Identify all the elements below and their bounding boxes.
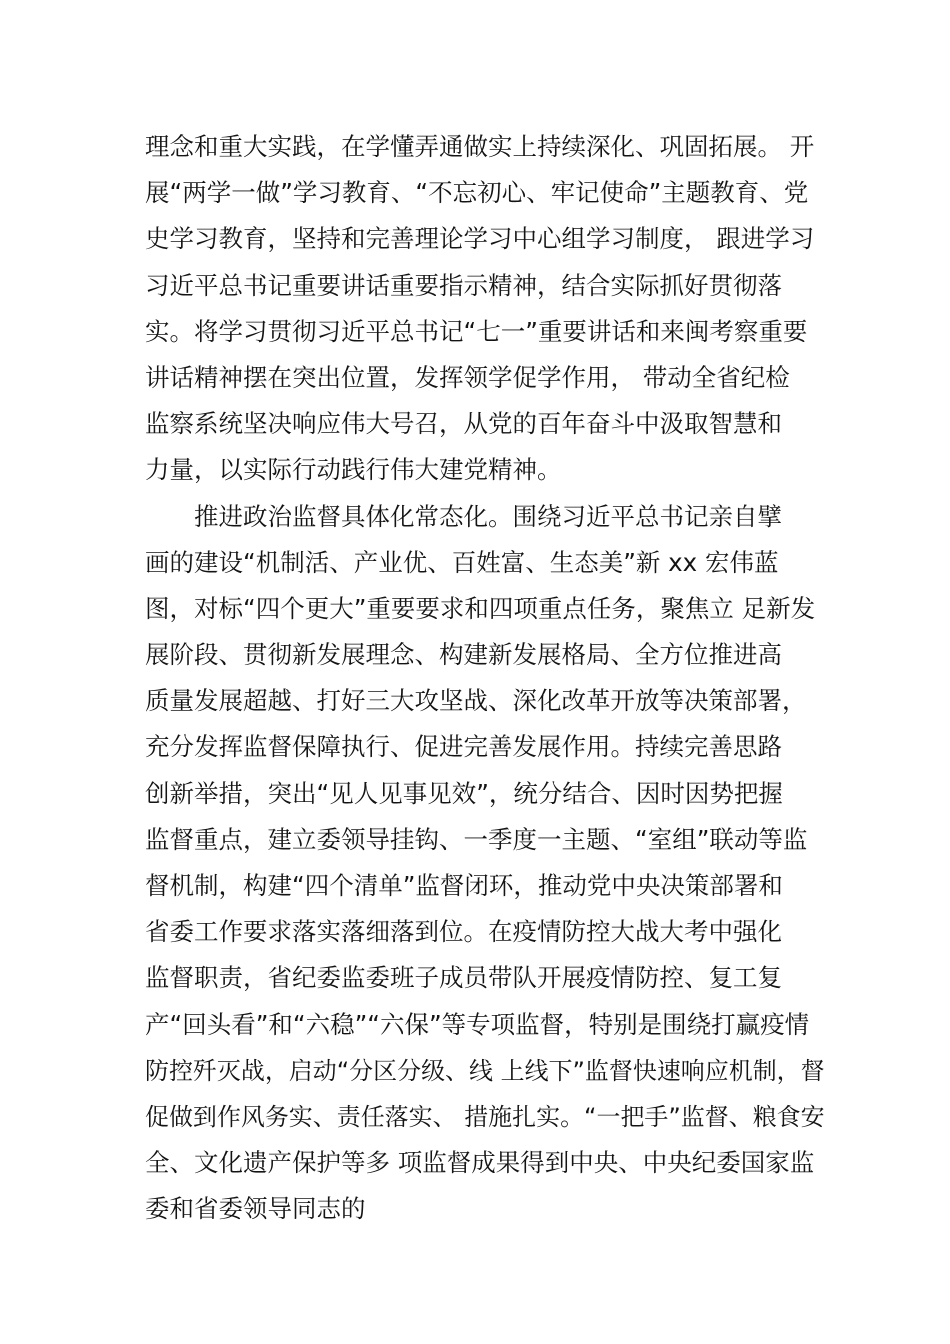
text-line: 充分发挥监督保障执行、促进完善发展作用。持续完善思路 [145, 732, 782, 762]
text-line: 力量，以实际行动践行伟大建党精神。 [145, 455, 562, 485]
text-line: 理念和重大实践，在学懂弄通做实上持续深化、巩固拓展。 开 [145, 132, 815, 161]
text-line: 讲话精神摆在突出位置，发挥领学促学作用， 带动全省纪检 [145, 362, 790, 392]
text-line: 展阶段、贯彻新发展理念、构建新发展格局、全方位推进高 [145, 640, 782, 670]
text-line: 史学习教育，坚持和完善理论学习中心组学习制度， 跟进学习 [145, 224, 815, 254]
text-line: 促做到作风务实、责任落实、 措施扎实。“一把手”监督、粮食安 [145, 1102, 825, 1131]
text-line: 省委工作要求落实落细落到位。在疫情防控大战大考中强化 [145, 917, 782, 947]
text-line: 监督重点，建立委领导挂钩、一季度一主题、“室组”联动等监 [145, 824, 808, 854]
paragraph-start-line: 推进政治监督具体化常态化。围绕习近平总书记亲自擘 [194, 501, 782, 531]
text-line: 展“两学一做”学习教育、“不忘初心、牢记使命”主题教育、党 [145, 178, 809, 208]
text-line: 督机制，构建“四个清单”监督闭环，推动党中央决策部署和 [145, 871, 783, 900]
text-line: 产“回头看”和“六稳”“六保”等专项监督，特别是围绕打赢疫情 [145, 1009, 810, 1039]
text-line: 监督职责，省纪委监委班子成员带队开展疫情防控、复工复 [145, 963, 782, 993]
text-line: 委和省委领导同志的 [145, 1194, 366, 1224]
text-line: 防控歼灭战，启动“分区分级、线 上线下”监督快速响应机制，督 [145, 1056, 825, 1085]
body-text [145, 124, 825, 1233]
text-line: 全、文化遗产保护等多 项监督成果得到中央、中央纪委国家监 [145, 1148, 815, 1178]
text-line: 监察系统坚决响应伟大号召，从党的百年奋斗中汲取智慧和 [145, 409, 782, 439]
text-line: 质量发展超越、打好三大攻坚战、深化改革开放等决策部署， [145, 686, 807, 716]
text-line: 创新举措，突出“见人见事见效”，统分结合、因时因势把握 [145, 778, 783, 808]
text-line: 习近平总书记重要讲话重要指示精神，结合实际抓好贯彻落 [145, 270, 782, 300]
text-line: 画的建设“机制活、产业优、百姓富、生态美”新 xx 宏伟蓝 [145, 547, 779, 577]
text-line: 图，对标“四个更大”重要要求和四项重点任务，聚焦立 足新发 [145, 593, 816, 623]
text-line: 实。将学习贯彻习近平总书记“七一”重要讲话和来闽考察重要 [145, 316, 808, 346]
